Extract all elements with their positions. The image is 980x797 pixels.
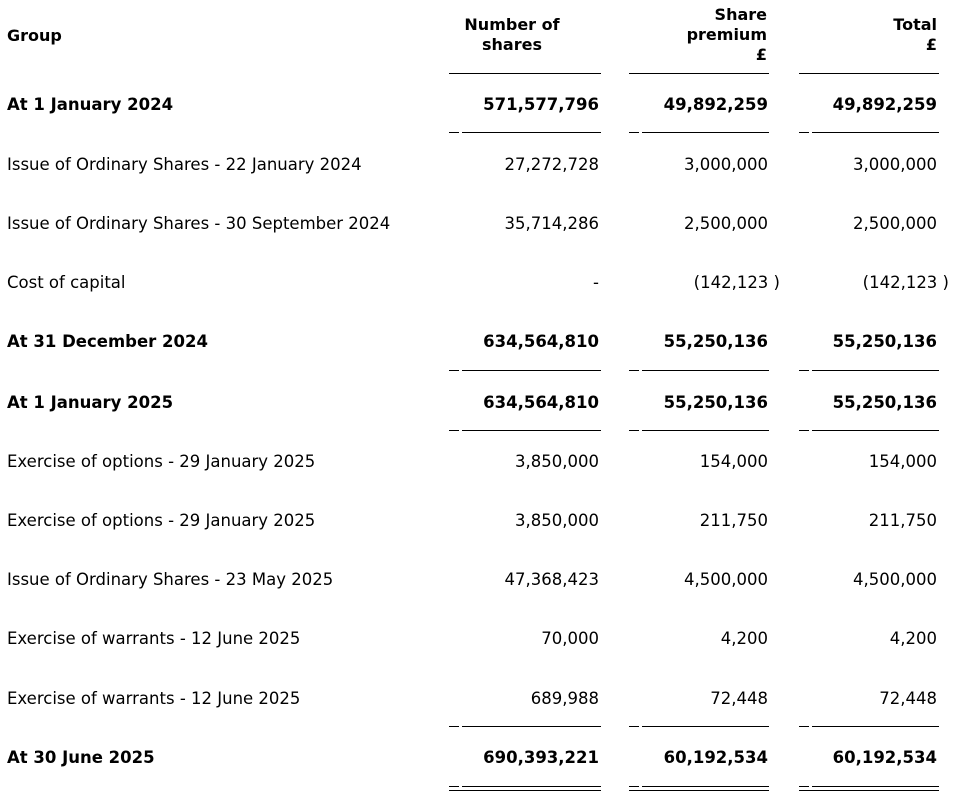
row-number-of-shares: 689,988 <box>530 689 599 708</box>
row-share-premium: 3,000,000 <box>684 155 768 174</box>
table-row <box>0 450 980 474</box>
rule-line <box>642 430 769 431</box>
row-share-premium: 49,892,259 <box>663 95 768 114</box>
row-label: Issue of Ordinary Shares - 30 September 2024 <box>7 214 391 233</box>
row-number-of-shares: 47,368,423 <box>504 570 599 589</box>
row-number-of-shares: 70,000 <box>541 629 599 648</box>
header-shares-line-1: Number of <box>464 15 560 34</box>
rule-dash <box>449 430 459 431</box>
rule-dash <box>799 786 809 787</box>
rule-line <box>629 790 769 791</box>
header-underline-total <box>799 73 939 74</box>
table-row <box>0 330 980 354</box>
table-row <box>0 271 980 295</box>
header-premium-line-1: Share <box>714 5 767 24</box>
rule-dash <box>799 430 809 431</box>
rule-dash <box>629 430 639 431</box>
row-share-premium: 72,448 <box>710 689 768 708</box>
rule-line <box>642 786 769 787</box>
table-row <box>0 93 980 117</box>
header-premium-line-2: premium <box>686 25 767 44</box>
row-share-premium: 60,192,534 <box>663 748 768 767</box>
rule-dash <box>449 370 459 371</box>
rule-line <box>462 786 601 787</box>
row-total: 72,448 <box>879 689 937 708</box>
header-shares-line-2: shares <box>482 35 542 54</box>
row-share-premium: 2,500,000 <box>684 214 768 233</box>
row-total: 211,750 <box>868 511 937 530</box>
row-number-of-shares: 3,850,000 <box>515 452 599 471</box>
rule-line <box>642 370 769 371</box>
rule-line <box>812 726 939 727</box>
rule-line <box>462 430 601 431</box>
row-label: Exercise of options - 29 January 2025 <box>7 511 316 530</box>
row-number-of-shares: 571,577,796 <box>483 95 599 114</box>
table-header <box>0 0 980 80</box>
row-label: Issue of Ordinary Shares - 23 May 2025 <box>7 570 334 589</box>
header-group <box>7 26 62 46</box>
row-total: (142,123 ) <box>862 273 949 292</box>
table-row <box>0 568 980 592</box>
row-share-premium: 211,750 <box>699 511 768 530</box>
header-share-premium <box>629 5 767 65</box>
row-share-premium: 55,250,136 <box>663 393 768 412</box>
rule-dash <box>629 786 639 787</box>
rule-line <box>462 726 601 727</box>
row-label: Exercise of warrants - 12 June 2025 <box>7 689 301 708</box>
rule-line <box>462 132 601 133</box>
row-total: 60,192,534 <box>832 748 937 767</box>
row-number-of-shares: 634,564,810 <box>483 332 599 351</box>
rule-line <box>812 132 939 133</box>
row-label: Cost of capital <box>7 273 126 292</box>
rule-dash <box>799 132 809 133</box>
row-number-of-shares: 634,564,810 <box>483 393 599 412</box>
row-total: 4,200 <box>889 629 937 648</box>
rule-dash <box>449 132 459 133</box>
row-total: 55,250,136 <box>832 332 937 351</box>
row-label: Exercise of warrants - 12 June 2025 <box>7 629 301 648</box>
rule-dash <box>449 726 459 727</box>
row-label: At 31 December 2024 <box>7 332 208 351</box>
row-label: Issue of Ordinary Shares - 22 January 2024 <box>7 155 362 174</box>
header-total-line-1: Total <box>893 15 937 34</box>
header-premium-line-3: £ <box>755 45 767 64</box>
header-underline-shares <box>449 73 601 74</box>
row-total: 4,500,000 <box>853 570 937 589</box>
rule-line <box>812 370 939 371</box>
row-label: At 30 June 2025 <box>7 748 155 767</box>
row-total: 2,500,000 <box>853 214 937 233</box>
rule-dash <box>629 370 639 371</box>
rule-line <box>812 786 939 787</box>
header-number-of-shares <box>449 15 575 55</box>
row-total: 154,000 <box>868 452 937 471</box>
rule-line <box>449 790 601 791</box>
table-row <box>0 153 980 177</box>
rule-dash <box>449 786 459 787</box>
row-share-premium: 4,500,000 <box>684 570 768 589</box>
row-share-premium: 4,200 <box>720 629 768 648</box>
rule-dash <box>629 726 639 727</box>
rule-line <box>642 726 769 727</box>
row-share-premium: (142,123 ) <box>693 273 780 292</box>
row-number-of-shares: 690,393,221 <box>483 748 599 767</box>
rule-dash <box>799 370 809 371</box>
table-row <box>0 509 980 533</box>
row-total: 3,000,000 <box>853 155 937 174</box>
table-row <box>0 212 980 236</box>
row-share-premium: 55,250,136 <box>663 332 768 351</box>
table-row <box>0 627 980 651</box>
rule-line <box>812 430 939 431</box>
row-total: 55,250,136 <box>832 393 937 412</box>
row-number-of-shares: - <box>593 273 599 292</box>
row-number-of-shares: 27,272,728 <box>504 155 599 174</box>
rule-dash <box>799 726 809 727</box>
header-underline-premium <box>629 73 769 74</box>
table-row <box>0 746 980 770</box>
row-number-of-shares: 35,714,286 <box>504 214 599 233</box>
table-row <box>0 687 980 711</box>
row-label: At 1 January 2024 <box>7 95 174 114</box>
header-total <box>799 15 937 55</box>
rule-line <box>462 370 601 371</box>
header-group-label: Group <box>7 26 62 45</box>
table-row <box>0 391 980 415</box>
row-share-premium: 154,000 <box>699 452 768 471</box>
header-total-line-2: £ <box>925 35 937 54</box>
row-label: Exercise of options - 29 January 2025 <box>7 452 316 471</box>
rule-dash <box>629 132 639 133</box>
row-number-of-shares: 3,850,000 <box>515 511 599 530</box>
row-total: 49,892,259 <box>832 95 937 114</box>
rule-line <box>642 132 769 133</box>
row-label: At 1 January 2025 <box>7 393 174 412</box>
rule-line <box>799 790 939 791</box>
